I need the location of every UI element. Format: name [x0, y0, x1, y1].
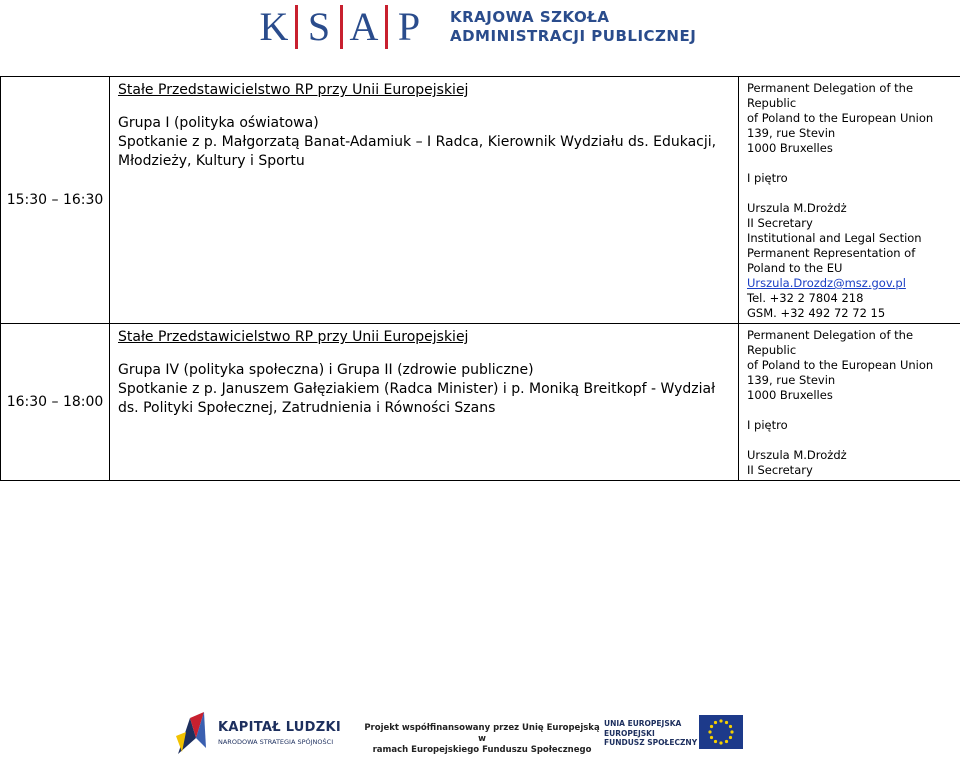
place-line2: of Poland to the European Union	[747, 111, 934, 125]
eu-text-line3: FUNDUSZ SPOŁECZNY	[604, 738, 698, 747]
group-name: Grupa I (polityka oświatowa)	[118, 115, 319, 131]
contact-name: Urszula M.Drożdż	[747, 201, 847, 215]
description-cell	[110, 77, 739, 324]
logo-divider	[295, 5, 298, 49]
table-row	[1, 77, 960, 324]
eu-text-line1: UNIA EUROPEJSKA	[604, 719, 682, 728]
meeting-description: Spotkanie z p. Małgorzatą Banat-Adamiuk – I Radca, Kierownik Wydziału ds. Edukacji, Młodzieży, Kultury i Sportu	[118, 134, 717, 169]
contact-gsm: GSM. +32 492 72 72 15	[747, 306, 886, 320]
logo-letter-k: K	[259, 4, 289, 49]
project-note-line2: ramach Europejskiego Funduszu Społecznego	[372, 745, 592, 755]
place-floor: I piętro	[747, 171, 788, 185]
time-cell: 16:30 – 18:00	[1, 324, 110, 481]
place-line2: of Poland to the European Union	[747, 358, 934, 372]
project-note	[362, 723, 602, 756]
institution-title: Stałe Przedstawicielstwo RP przy Unii Europejskiej	[118, 329, 469, 345]
contact-name: Urszula M.Drożdż	[747, 448, 847, 462]
time-cell: 15:30 – 16:30	[1, 77, 110, 324]
kapital-ludzki-icon	[174, 708, 208, 756]
logo-letter-p: P	[397, 4, 421, 49]
footer	[0, 700, 960, 763]
eu-text-line2: EUROPEJSKI	[604, 728, 655, 738]
ksap-name-line2: ADMINISTRACJI PUBLICZNEJ	[450, 27, 697, 45]
contact-title: II Secretary	[747, 216, 813, 230]
contact-representation: Permanent Representation of Poland to the EU	[747, 246, 916, 275]
eu-text	[604, 719, 697, 748]
contact-title: II Secretary	[747, 463, 813, 477]
ksap-letters	[255, 4, 428, 50]
description-cell	[110, 324, 739, 481]
place-floor: I piętro	[747, 418, 788, 432]
ksap-name	[450, 8, 696, 46]
logo-letter-a: A	[349, 4, 379, 49]
logo-divider	[385, 5, 388, 49]
contact-tel: Tel. +32 2 7804 218	[747, 291, 864, 305]
place-street: 139, rue Stevin	[747, 373, 836, 387]
ksap-logo	[255, 4, 696, 50]
place-city: 1000 Bruxelles	[747, 388, 833, 402]
place-city: 1000 Bruxelles	[747, 141, 833, 155]
meeting-description: Spotkanie z p. Januszem Gałęziakiem (Radca Minister) i p. Moniką Breitkopf - Wydział ds. Polityki Społecznej, Zatrudnienia i Równości Szans	[118, 381, 716, 416]
group-name: Grupa IV (polityka społeczna) i Grupa II (zdrowie publiczne)	[118, 362, 534, 378]
institution-title: Stałe Przedstawicielstwo RP przy Unii Europejskiej	[118, 82, 469, 98]
place-street: 139, rue Stevin	[747, 126, 836, 140]
table-row	[1, 324, 960, 481]
contact-section: Institutional and Legal Section	[747, 231, 922, 245]
place-cell	[739, 77, 960, 324]
place-line1: Permanent Delegation of the Republic	[747, 328, 914, 357]
eu-flag-icon	[699, 715, 743, 749]
logo-divider	[340, 5, 343, 49]
email-link[interactable]: Urszula.Drozdz@msz.gov.pl	[747, 276, 906, 290]
place-line1: Permanent Delegation of the Republic	[747, 81, 914, 110]
place-cell	[739, 324, 960, 481]
kapital-ludzki-subtitle: NARODOWA STRATEGIA SPÓJNOŚCI	[218, 738, 334, 746]
kapital-ludzki-title: KAPITAŁ LUDZKI	[218, 720, 341, 735]
schedule-table	[0, 76, 960, 481]
project-note-line1: Projekt współfinansowany przez Unię Europejską w	[364, 723, 600, 744]
logo-letter-s: S	[307, 4, 331, 49]
ksap-name-line1: KRAJOWA SZKOŁA	[450, 8, 610, 26]
